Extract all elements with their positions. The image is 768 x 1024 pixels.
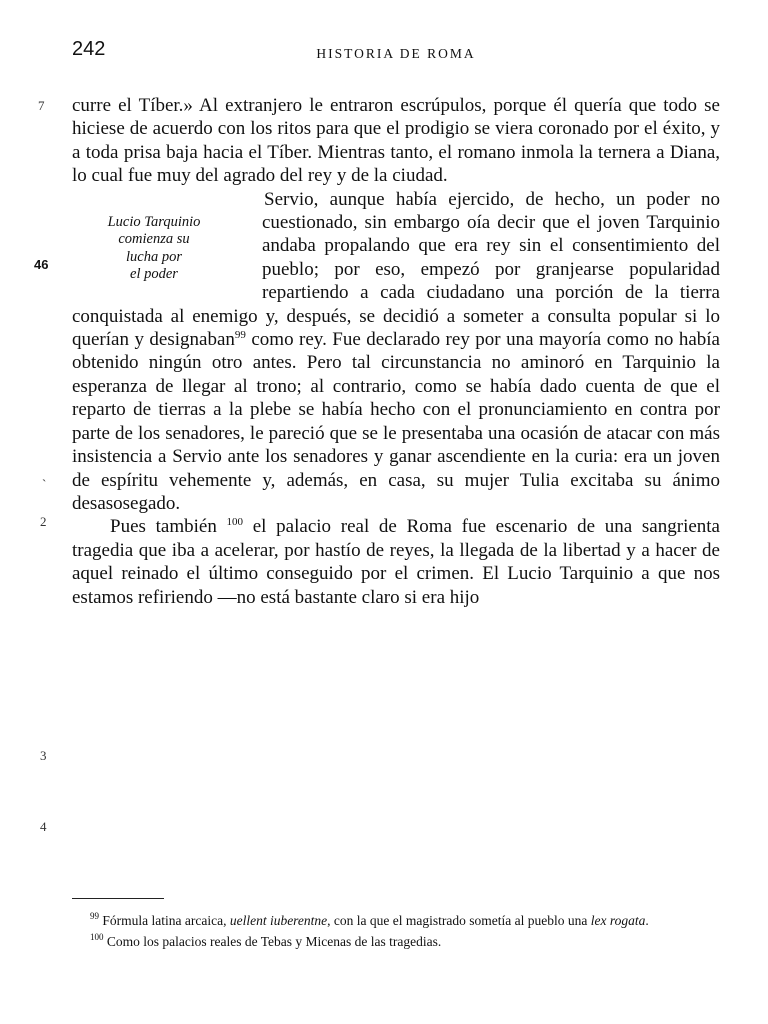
margin-number-3: 3 [40, 748, 47, 763]
footnote-italic: lex rogata [590, 913, 646, 928]
footnotes [68, 910, 722, 952]
margin-number-7: 7 [38, 98, 45, 113]
footnote-mark-100: 100 [90, 932, 104, 942]
footnote-ref-100[interactable]: 100 [226, 516, 244, 529]
paragraph-2 [72, 188, 720, 516]
page-header [72, 38, 720, 68]
margin-number-2: 2 [40, 514, 47, 529]
footnote-mark-99: 99 [90, 911, 99, 921]
footnote-text: Fórmula latina arcaica, [102, 913, 230, 928]
paragraph-2-text-cont: como rey. Fue declarado rey por una mayoría como no había obtenido ningún otro antes. Pero tal circunstancia no aminoró en Tarquinio la esperanza de llegar al trono; al contrario, como se había dado cuenta de que el reparto de tierras a la plebe se había hecho con el pronunciamiento en contra por parte de los senadores, le pareció que se le presentaba una ocasión de atacar con más insistencia a Servio ante los senadores y ganar ascendiente en la curia: era un joven de espíritu vehemente y, además, en casa, su mujer Tulia excitaba su ánimo desasosegado. [72, 329, 720, 514]
paragraph-3-text-cont: el palacio real de Roma fue escenario de una sangrienta tragedia que iba a acelerar, por hastío de reyes, la llegada de la libertad y a hacer de aquel reinado el último conseguido por el crimen. El Lucio Tarquinio a que nos estamos refiriendo —no está bastante claro si era hijo [72, 516, 720, 608]
body-text [72, 94, 720, 609]
sidenote-line: lucha por [126, 248, 182, 265]
footnote-italic: uellent iuberentne [229, 913, 328, 928]
sidenote-line: Lucio Tarquinio [107, 213, 201, 230]
footnote-rule [72, 898, 164, 899]
paragraph-2-text: Servio, aunque había ejercido, de hecho, un poder no cuestionado, sin embargo oía decir que el joven Tarquinio andaba propalando que era rey sin el consentimiento del pueblo; por eso, empezó por granjearse popularidad repartiendo a cada ciudadano una porción de la tierra conquistada al enemigo y, después, se decidió a someter a consulta popular si lo querían y designaban [72, 188, 720, 351]
margin-number-46: 46 [34, 257, 49, 272]
sidenote-line: el poder [130, 266, 178, 283]
footnote-text: Como los palacios reales de Tebas y Micenas de las tragedias. [106, 934, 442, 949]
margin-mark: ˏ [42, 467, 47, 482]
footnote-100 [68, 931, 722, 952]
paragraph-1: curre el Tíber.» Al extranjero le entraron escrúpulos, porque él quería que todo se hiciese de acuerdo con los ritos para que el prodigio se viera coronado por el éxito, y a toda prisa baja hacia el Tíber. Mientras tanto, el romano inmola la ternera a Diana, lo cual fue muy del agrado del rey y de la ciudad. [72, 95, 720, 187]
footnote-text: . [645, 913, 649, 928]
sidenote-line: comienza su [118, 231, 190, 248]
paragraph-3 [72, 515, 720, 609]
sidenote [68, 211, 240, 284]
footnote-99 [68, 910, 722, 931]
running-head: HISTORIA DE ROMA [316, 46, 476, 61]
paragraph-3-text: Pues también [110, 516, 227, 538]
footnote-ref-99[interactable]: 99 [234, 329, 246, 342]
sidenote-spacer [68, 188, 264, 211]
margin-number-4: 4 [40, 819, 47, 834]
page-number: 242 [72, 38, 106, 60]
footnote-text: , con la que el magistrado sometía al pueblo una [327, 913, 591, 928]
